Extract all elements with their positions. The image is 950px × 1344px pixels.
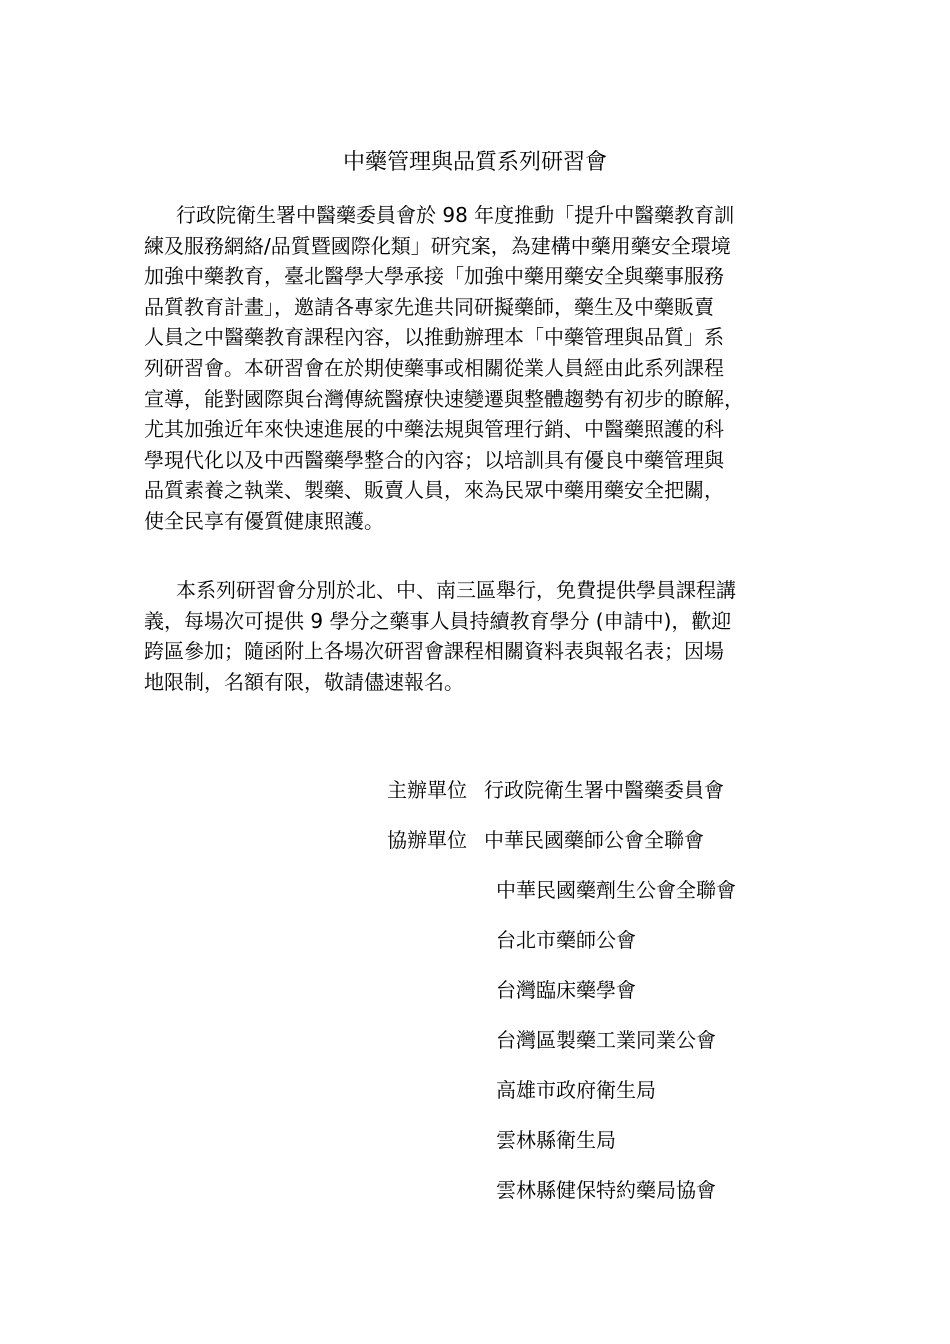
paragraph-line: 使全民享有優質健康照護。 xyxy=(144,508,384,533)
co-organizer-name: 雲林縣衛生局 xyxy=(496,1128,616,1152)
co-organizer-row xyxy=(387,825,704,855)
co-organizer-name: 台灣區製藥工業同業公會 xyxy=(496,1028,716,1052)
organizer-row xyxy=(387,775,724,805)
paragraph-line: 人員之中醫藥教育課程內容，以推動辦理本「中藥管理與品質」系 xyxy=(144,325,724,350)
paragraph-line: 地限制，名額有限，敬請儘速報名。 xyxy=(144,669,464,694)
paragraph-line: 義，每場次可提供 9 學分之藥事人員持續教育學分 (申請中)，歡迎 xyxy=(144,608,732,633)
paragraph-line: 品質教育計畫」，邀請各專家先進共同研擬藥師，藥生及中藥販賣 xyxy=(144,294,714,319)
organizer-name: 行政院衛生署中醫藥委員會 xyxy=(484,778,724,802)
paragraph-line: 學現代化以及中西醫藥學整合的內容；以培訓具有優良中藥管理與 xyxy=(144,447,724,472)
paragraph-line: 宣導，能對國際與台灣傳統醫療快速變遷與整體趨勢有初步的瞭解， xyxy=(144,386,744,411)
page-title: 中藥管理與品質系列研習會 xyxy=(342,150,607,175)
co-organizer-name: 台灣臨床藥學會 xyxy=(496,978,636,1002)
paragraph-line: 跨區參加；隨函附上各場次研習會課程相關資料表與報名表；因場 xyxy=(144,639,724,664)
paragraph-line: 尤其加強近年來快速進展的中藥法規與管理行銷、中醫藥照護的科 xyxy=(144,417,724,442)
paragraph-line: 本系列研習會分別於北、中、南三區舉行，免費提供學員課程講 xyxy=(176,578,736,602)
registration-paragraph xyxy=(144,575,812,697)
co-organizer-name: 中華民國藥師公會全聯會 xyxy=(484,828,704,852)
organizer-label: 主辦單位 xyxy=(387,778,467,802)
co-organizer-label: 協辦單位 xyxy=(387,828,467,852)
intro-paragraph xyxy=(144,200,812,537)
co-organizer-name: 高雄市政府衛生局 xyxy=(496,1078,656,1102)
co-organizer-name: 雲林縣健保特約藥局協會 xyxy=(496,1178,716,1202)
paragraph-line: 加強中藥教育，臺北醫學大學承接「加強中藥用藥安全與藥事服務 xyxy=(144,264,724,289)
paragraph-line: 列研習會。本研習會在於期使藥事或相關從業人員經由此系列課程 xyxy=(144,355,724,380)
paragraph-line: 練及服務網絡/品質暨國際化類」研究案，為建構中藥用藥安全環境 xyxy=(144,233,731,258)
co-organizer-name: 中華民國藥劑生公會全聯會 xyxy=(496,878,736,902)
paragraph-line: 行政院衛生署中醫藥委員會於 98 年度推動「提升中醫藥教育訓 xyxy=(176,203,735,227)
paragraph-line: 品質素養之執業、製藥、販賣人員，來為民眾中藥用藥安全把關， xyxy=(144,478,724,503)
co-organizer-name: 台北市藥師公會 xyxy=(496,928,636,952)
